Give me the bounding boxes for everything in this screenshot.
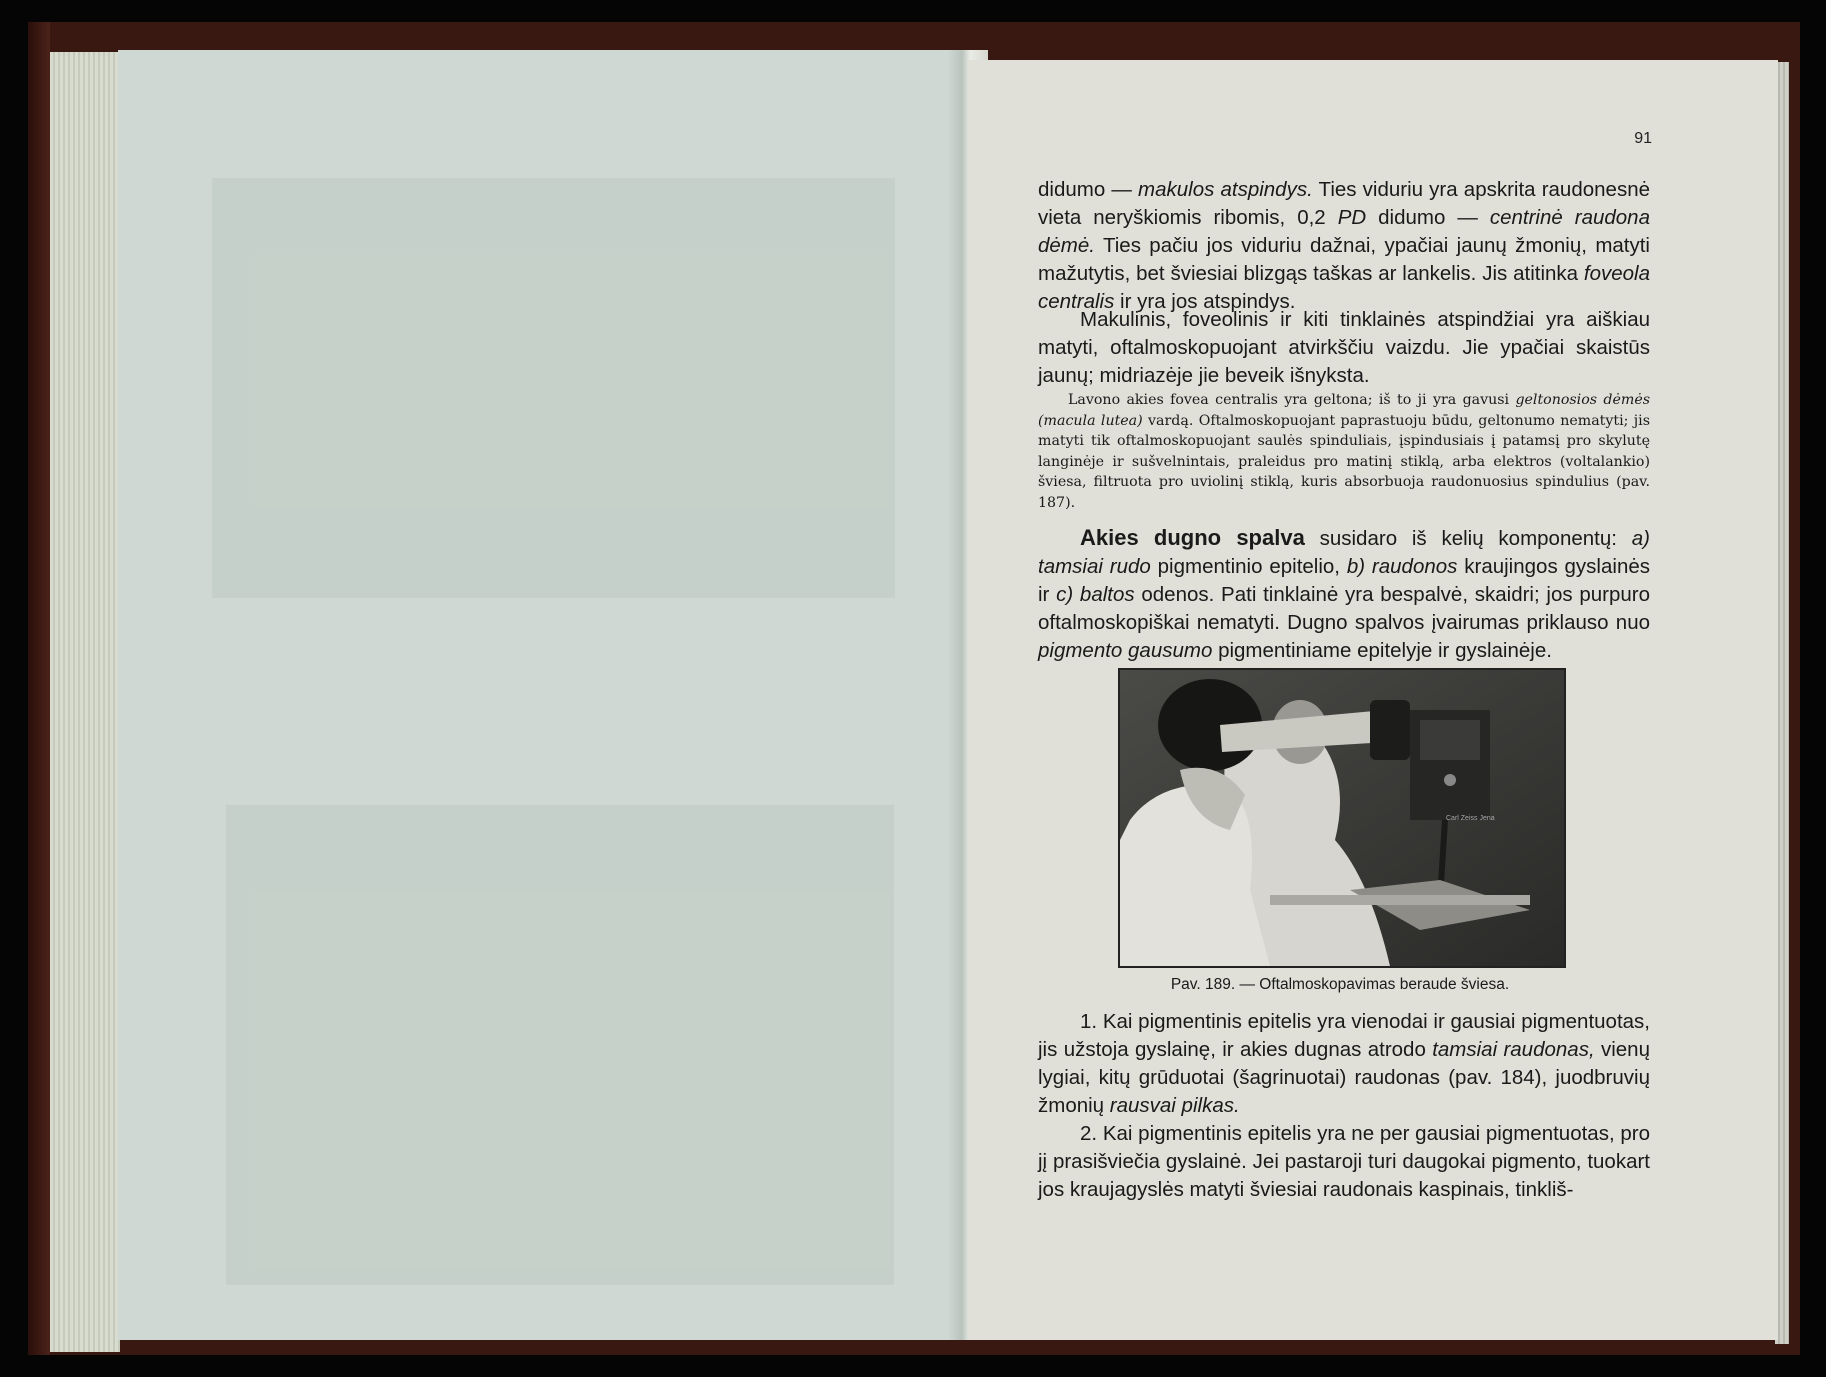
bold-lead-term: Akies dugno spalva [1080,525,1305,550]
paragraph-1: didumo — makulos atspindys. Ties viduriu yra apskrita raudonesnė vieta neryškiomis ribomis, 0,2 PD didumo — centrinė raudona dėmė. Ties pačiu jos viduriu dažnai, ypačiai jaunų žmonių, matyti mažutytis, bet šviesiai blizgąs taškas ar lankelis. Jis atitinka foveola centralis ir yra jos atspindys. [1038,178,1650,313]
cover-edge [28,22,50,1355]
paragraph-2: Makulinis, foveolinis ir kiti tinklainės atspindžiai yra aiškiau matyti, oftalmoskopuojant atvirkščiu vaizdu. Jie ypačiai skaistūs jaunų; midriazėje jie beveik išnyksta. [1038,308,1650,387]
small-print-note: Lavono akies fovea centralis yra geltona; iš to ji yra gavusi geltonosios dėmės (macula lutea) vardą. Oftalmoskopuojant paprastuoju būdu, geltonumo nematyti; jis matyti tik oftalmoskopuojant saulės spinduliais, įspindusiais į patamsį pro skylutę langinėje ir sušvelnintais, praleidus pro matinį stiklą, arba elektros (voltalankio) šviesa, filtruota pro uviolinį stiklą, kuris absorbuoja raudonuosius spindulius (pav. 187). [1038,392,1650,511]
figure-photo [1118,668,1566,968]
paragraph-3: Akies dugno spalva susidaro iš kelių komponentų: a) tamsiai rudo pigmentinio epitelio, b) raudonos kraujingos gyslainės ir c) baltos odenos. Pati tinklainė yra bespalvė, skaidri; jos purpuro oftalmoskopiškai nematyti. Dugno spalvos įvairumas priklauso nuo pigmento gausumo pigmentiniame epitelyje ir gyslainėje. [1038,525,1651,662]
figure-caption: Pav. 189. — Oftalmoskopavimas beraude šviesa. [1170,976,1510,993]
left-page-blank [118,50,968,1340]
left-page-stack [50,52,120,1352]
show-through-block [226,805,894,1285]
device-label: Carl Zeiss Jena [1446,815,1495,822]
paragraph-4: 1. Kai pigmentinis epitelis yra vienodai ir gausiai pigmentuotas, jis užstoja gyslainę, ir akies dugnas atrodo tamsiai raudonas, vienų lygiai, kitų grūduotai (šagrinuotai) raudonas (pav. 184), juodbruvių žmonių rausvai pilkas. [1038,1010,1650,1117]
ophthalmoscopy-photo [1120,670,1564,966]
page-number: 91 [1634,130,1652,147]
paragraph-5: 2. Kai pigmentinis epitelis yra ne per gausiai pigmentuotas, pro jį prasišviečia gyslainė. Jei pastaroji turi daugokai pigmento, tuokart jos kraujagyslės matyti šviesiai raudonais kaspinais, tinkliš- [1038,1122,1650,1201]
show-through-block [212,178,895,598]
